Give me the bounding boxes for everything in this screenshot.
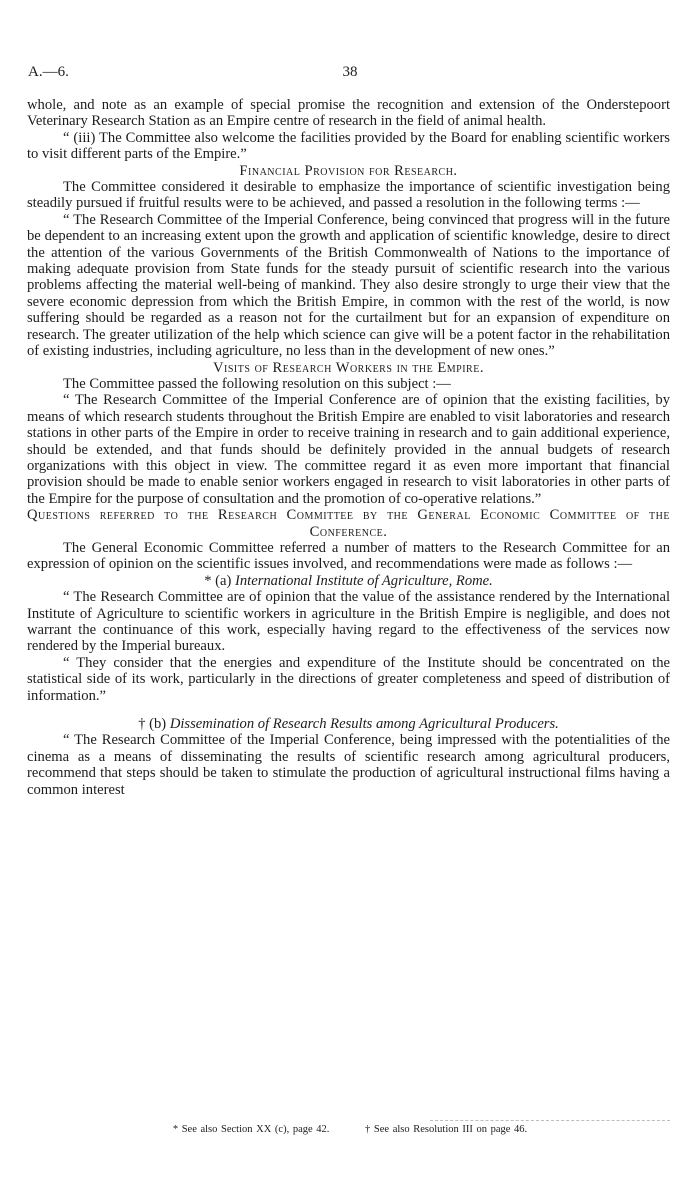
page-number: 38 <box>342 64 358 80</box>
paragraph: whole, and note as an example of special promise the recognition and extension of the Onderstepoort Veterinary Research Station as an Empire centre of research in the field of animal health. <box>27 97 670 130</box>
paragraph: “ The Research Committee of the Imperial Conference, being impressed with the potentialities of the cinema as a means of disseminating the results of scientific research among agricultural producers, recommend that steps should be taken to stimulate the production of agricultural instructional films having a common interest <box>27 732 670 798</box>
subheading-a-marker: * (a) <box>204 572 232 589</box>
subheading-a <box>27 573 670 589</box>
page-header <box>28 64 672 84</box>
document-reference: A.—6. <box>28 64 69 80</box>
paragraph: “ The Research Committee of the Imperial Conference are of opinion that the existing facilities, by means of which research students throughout the British Empire are enabled to visit laboratories and research stations in other parts of the Empire in order to receive training in research and to gain additional experience, should be extended, and that funds should be definitely provided in the annual budgets of research organizations with this object in view. The committee regard it as even more important that financial provision should be made to enable senior workers engaged in research to visit laboratories in other parts of the Empire for the purpose of consultation and the promotion of co-operative relations.” <box>27 392 670 507</box>
footnote-asterisk: * See also Section XX (c), page 42. <box>172 1124 330 1135</box>
section-heading-questions: Questions referred to the Research Committee by the General Economic Committee of the Conference. <box>27 507 670 540</box>
paragraph: “ (iii) The Committee also welcome the facilities provided by the Board for enabling scientific workers to visit different parts of the Empire.” <box>27 129 670 163</box>
paragraph: “ The Research Committee are of opinion that the value of the assistance rendered by the International Institute of Agriculture to scientific workers in agriculture in the British Empire is negligible, and does not warrant the continuance of this work, especially having regard to the effectiveness of the services now rendered by the Imperial bureaux. <box>27 589 670 655</box>
footnotes <box>0 1124 700 1135</box>
paragraph: “ They consider that the energies and expenditure of the Institute should be concentrated on the statistical side of its work, particularly in the directions of greater completeness and speed of distribution of information.” <box>27 654 670 704</box>
paragraph: “ The Research Committee of the Imperial Conference, being convinced that progress will in the future be dependent to an increasing extent upon the growth and application of scientific knowledge, desire to direct the attention of the various Governments of the British Commonwealth of Nations to the importance of making adequate provision from State funds for the steady pursuit of scientific research into the various problems affecting the material well-being of mankind. They also desire strongly to urge their view that the severe economic depression from which the British Empire, in common with the rest of the world, is now suffering should be regarded as a reason not for the curtailment but for an expansion of expenditure on research. The greater utilization of the help which science can give will be a potent factor in the rehabilitation of existing industries, including agriculture, no less than in the development of new ones.” <box>27 211 670 360</box>
paragraph: The General Economic Committee referred a number of matters to the Research Committee for an expression of opinion on the scientific issues involved, and recommendations were made as follows :— <box>27 539 670 573</box>
subheading-b-title: Dissemination of Research Results among Agricultural Producers. <box>169 716 559 733</box>
page-body <box>27 97 670 798</box>
subheading-a-title: International Institute of Agriculture, Rome. <box>235 572 493 589</box>
section-heading-financial-provision: Financial Provision for Research. <box>239 162 458 179</box>
footnote-divider <box>430 1120 670 1121</box>
paragraph: The Committee passed the following resolution on this subject :— <box>63 375 451 392</box>
footnote-dagger: † See also Resolution III on page 46. <box>365 1124 528 1135</box>
subheading-b <box>27 716 670 732</box>
paragraph: The Committee considered it desirable to emphasize the importance of scientific investigation being steadily pursued if fruitful results were to be achieved, and passed a resolution in the following terms :— <box>27 179 670 212</box>
section-heading-visits: Visits of Research Workers in the Empire. <box>213 359 484 376</box>
subheading-b-marker: † (b) <box>138 716 167 733</box>
